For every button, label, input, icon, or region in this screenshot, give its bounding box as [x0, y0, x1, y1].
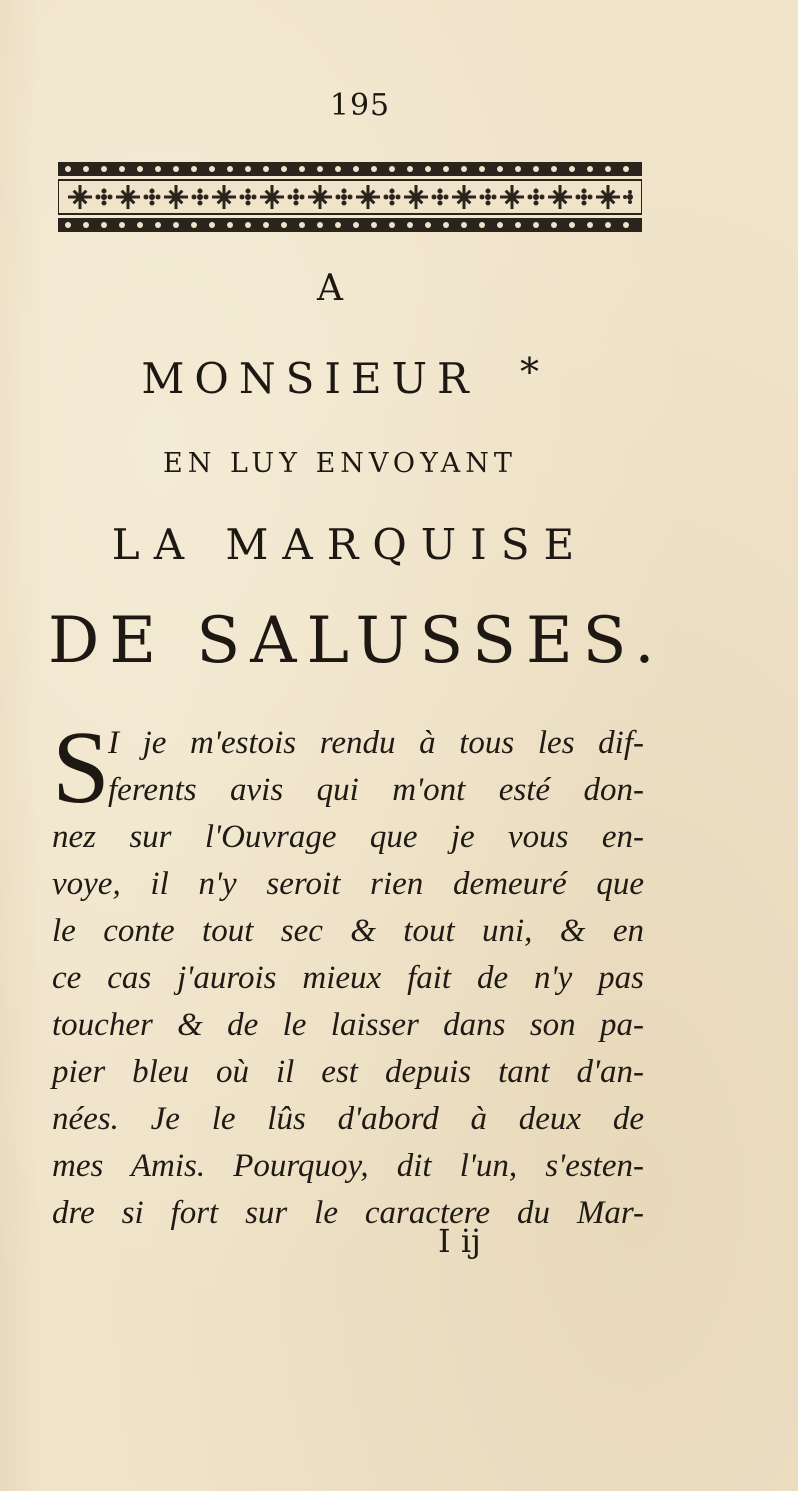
body-paragraph: [52, 720, 644, 1237]
body-line: I je m'estois rendu à tous les dif-: [108, 725, 644, 761]
printer-ornament-band: [58, 160, 642, 236]
body-line: nées. Je le lûs d'abord à deux de: [52, 1101, 644, 1137]
title-line-a: A: [317, 268, 343, 309]
title-line-salusses: DE SALUSSES.: [48, 604, 665, 678]
asterisk-mark: *: [520, 350, 539, 394]
body-line: le conte tout sec & tout uni, & en: [52, 913, 644, 949]
title-line-monsieur: MONSIEUR: [141, 354, 479, 403]
page-number: 195: [329, 88, 391, 123]
body-line: dre si fort sur le caractere du Mar-: [52, 1195, 644, 1231]
body-line: nez sur l'Ouvrage que je vous en-: [52, 819, 644, 855]
body-line: voye, il n'y seroit rien demeuré que: [52, 866, 644, 902]
body-line: mes Amis. Pourquoy, dit l'un, s'esten-: [52, 1148, 644, 1184]
body-line: ferents avis qui m'ont esté don-: [108, 772, 644, 808]
title-line-envoyant: EN LUY ENVOYANT: [163, 448, 517, 479]
body-line: pier bleu où il est depuis tant d'an-: [52, 1054, 644, 1090]
signature-mark: I ij: [438, 1222, 481, 1260]
body-line: ce cas j'aurois mieux fait de n'y pas: [52, 960, 644, 996]
body-line: toucher & de le laisser dans son pa-: [52, 1007, 644, 1043]
title-line-marquise: LA MARQUISE: [111, 520, 589, 569]
drop-cap: S: [52, 710, 110, 825]
